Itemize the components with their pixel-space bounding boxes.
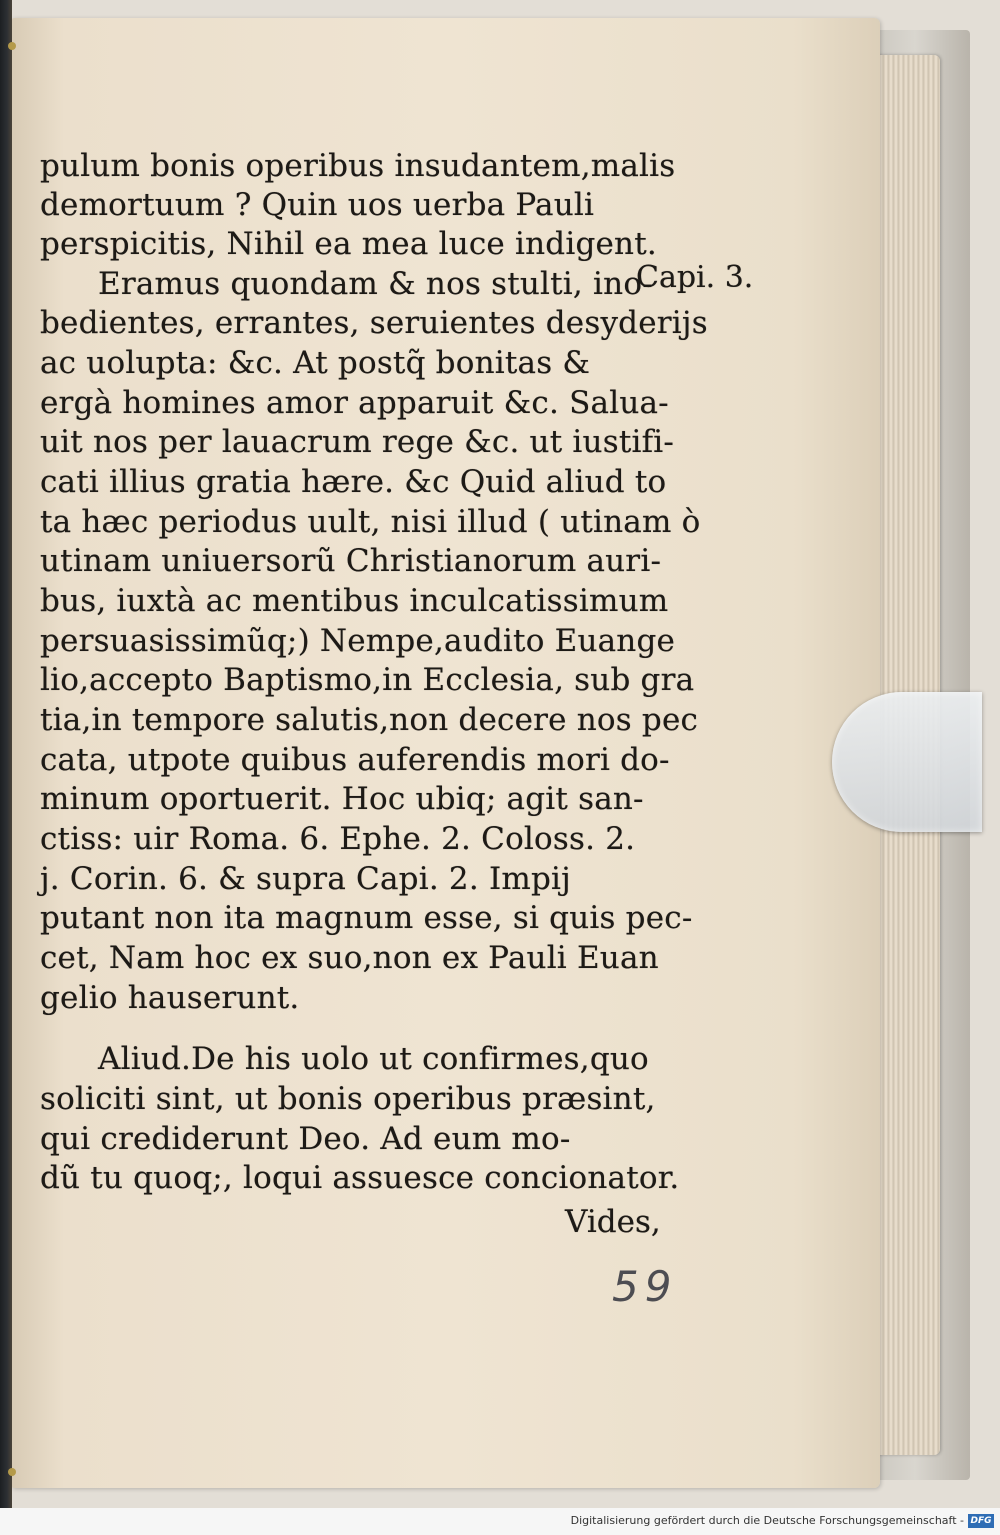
footer-credit: Digitalisierung gefördert durch die Deutsche Forschungsgemeinschaft -: [570, 1514, 964, 1527]
text-line: ergà homines amor apparuit &c. Salua-: [40, 385, 669, 421]
text-line: Eramus quondam & nos stulti, ino-: [98, 266, 653, 302]
text-line: ctiss: uir Roma. 6. Ephe. 2. Coloss. 2.: [40, 821, 636, 857]
text-line: bedientes, errantes, seruientes desyderijs: [40, 305, 708, 341]
text-line: soliciti sint, ut bonis operibus præsint,: [40, 1081, 656, 1117]
text-line: perspicitis, Nihil ea mea luce indigent.: [40, 226, 657, 262]
text-line: lio,accepto Baptismo,in Ecclesia, sub gra: [40, 662, 695, 698]
text-line: utinam uniuersorũ Christianorum auri-: [40, 543, 662, 579]
folio-number: 59: [612, 1262, 678, 1311]
text-line: qui crediderunt Deo. Ad eum mo-: [40, 1121, 571, 1157]
text-line: bus, iuxtà ac mentibus inculcatissimum: [40, 583, 669, 619]
text-line: gelio hauserunt.: [40, 980, 300, 1016]
catchword: Vides,: [565, 1204, 661, 1240]
text-line: j. Corin. 6. & supra Capi. 2. Impij: [40, 861, 571, 897]
text-line: pulum bonis operibus insudantem,malis: [40, 148, 676, 184]
text-line: uit nos per lauacrum rege &c. ut iustifi-: [40, 424, 675, 460]
text-line: demortuum ? Quin uos uerba Pauli: [40, 187, 595, 223]
text-line: cata, utpote quibus auferendis mori do-: [40, 742, 670, 778]
marginal-note: Capi. 3.: [636, 260, 754, 295]
dfg-logo-icon: DFG: [968, 1514, 994, 1528]
text-line: dũ tu quoq;, loqui assuesce concionator.: [40, 1160, 680, 1196]
text-line: cet, Nam hoc ex suo,non ex Pauli Euan: [40, 940, 659, 976]
text-line: ac uolupta: &c. At postq̃ bonitas &: [40, 345, 591, 381]
text-line: putant non ita magnum esse, si quis pec-: [40, 900, 693, 936]
text-line: persuasissimũq;) Nempe,audito Euange: [40, 623, 676, 659]
text-line: minum oportuerit. Hoc ubiq; agit san-: [40, 781, 644, 817]
text-line: cati illius gratia hære. &c Quid aliud to: [40, 464, 667, 500]
text-line: ta hæc periodus uult, nisi illud ( utinam ò: [40, 504, 701, 540]
footer-bar: [0, 1508, 1000, 1535]
text-line: tia,in tempore salutis,non decere nos pec: [40, 702, 699, 738]
text-line: Aliud.De his uolo ut confirmes,quo: [98, 1041, 649, 1077]
